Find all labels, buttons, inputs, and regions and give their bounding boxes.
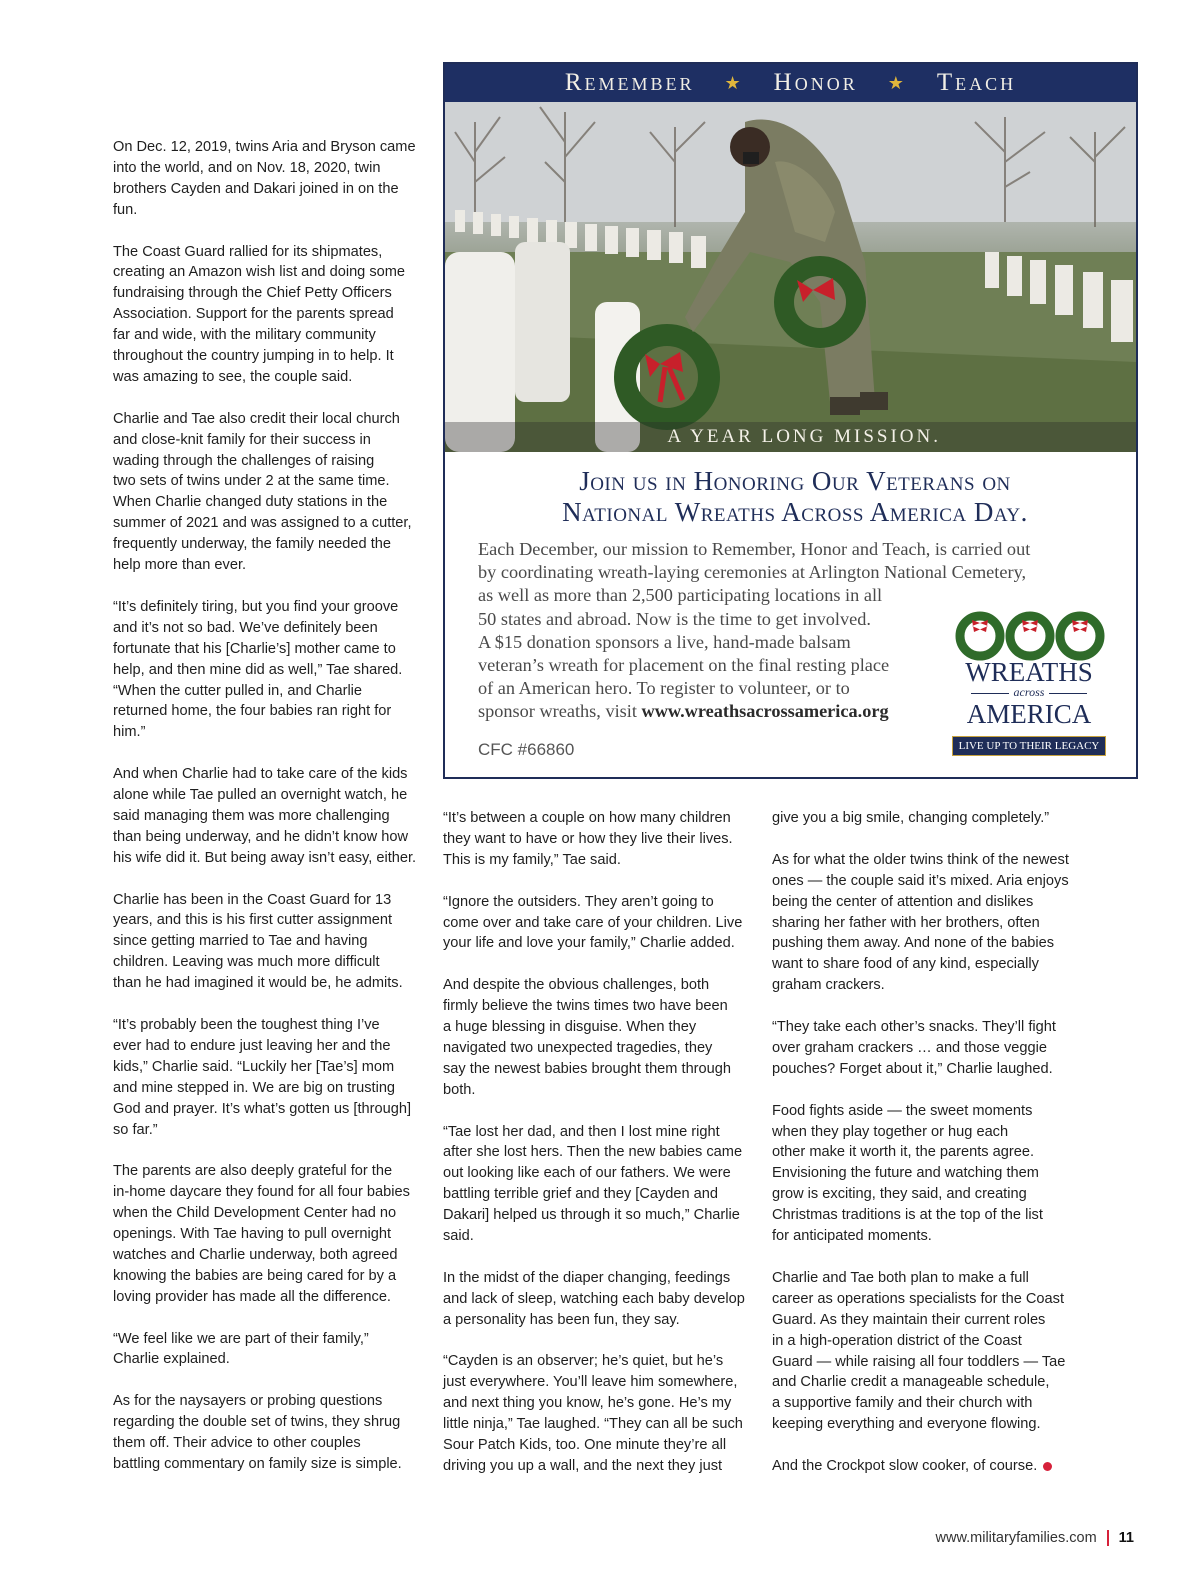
ad-body-line: as well as more than 2,500 participating locations in all bbox=[478, 585, 883, 606]
paragraph: “It’s definitely tiring, but you find your groove and it’s not so bad. We’ve definitely been fortunate that his [Charlie’s] mother came to help, and then mine did as well,” Tae shared. “When the cutter pulled in, and Charlie returned home, the four babies ran right for him.” bbox=[113, 598, 403, 741]
ad-body-line: veteran’s wreath for placement on the final resting place bbox=[478, 655, 890, 676]
paragraph: Charlie and Tae also credit their local church and close-knit family for their success in wading through the challenges of raising two sets of twins under 2 at the same time. When Charlie changed duty stations in the summer of 2021 and was assigned to a cutter, frequently underway, the family needed the help more than ever. bbox=[113, 410, 412, 574]
paragraph: As for the naysayers or probing questions regarding the double set of twins, they shrug them off. Their advice to other couples battling commentary on family size is simple. bbox=[113, 1393, 402, 1472]
logo-wordmark-wreaths: WREATHS bbox=[965, 657, 1093, 687]
paragraph: The Coast Guard rallied for its shipmates, creating an Amazon wish list and doing some fundraising through the Chief Petty Officers Association. Support for the parents spread far and wide, with the military community throughout the country jumping in to help. It was amazing to see, the couple said. bbox=[113, 243, 406, 385]
paragraph: The parents are also deeply grateful for the in-home daycare they found for all four babies when the Child Development Center had no openings. With Tae having to pull overnight watches and Charlie underway, both agreed knowing the babies are being cared for by a loving provider has made all the difference. bbox=[113, 1163, 410, 1305]
paragraph: “Ignore the outsiders. They aren’t going to come over and take care of your children. Live your life and love your family,” Charlie added. bbox=[443, 893, 743, 952]
article-column-1 bbox=[113, 137, 419, 1496]
end-mark-icon bbox=[1043, 1462, 1052, 1471]
ad-body-line: Each December, our mission to Remember, Honor and Teach, is carried out bbox=[478, 539, 1031, 559]
star-icon: ★ bbox=[724, 72, 744, 93]
paragraph: Food fights aside — the sweet moments when they play together or hug each other make it worth it, the parents agree. Envisioning the future and watching them grow is exciting, they said, and creating Christmas traditions is at the top of the list for anticipated moments. bbox=[772, 1102, 1043, 1245]
three-wreaths-icon bbox=[955, 598, 1105, 666]
ad-body-line-prefix: sponsor wreaths, visit bbox=[478, 701, 642, 722]
logo-wordmark-across: across bbox=[950, 685, 1108, 700]
article-column-2 bbox=[443, 808, 753, 1498]
paragraph: On Dec. 12, 2019, twins Aria and Bryson came into the world, and on Nov. 18, 2020, twin brothers Cayden and Dakari joined in on the fun. bbox=[113, 139, 416, 218]
paragraph: “Tae lost her dad, and then I lost mine right after she lost hers. Then the new babies came out looking like each of our fathers. We were battling terrible grief and they [Cayden and Dakari] helped us through it so much,” Charlie said. bbox=[443, 1123, 743, 1245]
article-column-3 bbox=[772, 808, 1082, 1498]
logo-tagline: LIVE UP TO THEIR LEGACY bbox=[952, 736, 1106, 756]
cfc-number: CFC #66860 bbox=[478, 740, 575, 759]
paragraph: As for what the older twins think of the newest ones — the couple said it’s mixed. Aria enjoys being the center of attention and dislikes sharing her father with her brothers, often pushing them away. And none of the babies want to share food of any kind, especially graham crackers. bbox=[772, 851, 1069, 994]
cemetery-scene-illustration bbox=[445, 102, 1136, 452]
paragraph: “They take each other’s snacks. They’ll fight over graham crackers … and those veggie pouches? Forget about it,” Charlie laughed. bbox=[772, 1019, 1056, 1077]
paragraph: And despite the obvious challenges, both firmly believe the twins times two have been a huge blessing in disguise. When they navigated two unexpected tragedies, they say the newest babies brought them through both. bbox=[443, 977, 732, 1098]
ad-headline: Join us in Honoring Our Veterans on National Wreaths Across America Day. bbox=[562, 466, 1028, 527]
logo-wordmark-america: AMERICA bbox=[966, 699, 1092, 729]
page-footer bbox=[936, 1530, 1134, 1546]
paragraph: “We feel like we are part of their family,” Charlie explained. bbox=[113, 1330, 369, 1368]
paragraph: Charlie and Tae both plan to make a full career as operations specialists for the Coast Guard. As they maintain their current roles in a high-operation district of the Coast Guard — while raising all four toddlers — Tae and Charlie credit a manageable schedule, a supportive family and their church with keeping everything and everyone flowing. bbox=[772, 1269, 1066, 1433]
wreaths-across-america-ad bbox=[443, 62, 1138, 779]
paragraph: “It’s probably been the toughest thing I’ve ever had to endure just leaving her and the kids,” Charlie said. “Luckily her [Tae’s] mom and mine stepped in. We are big on trusting God and prayer. It’s what’s gotten us [through] so far.” bbox=[113, 1016, 412, 1138]
ad-photo-soldier-placing-wreath bbox=[445, 102, 1136, 452]
closing-text: And the Crockpot slow cooker, of course. bbox=[772, 1458, 1038, 1475]
star-icon: ★ bbox=[887, 72, 907, 93]
ad-body-line: A $15 donation sponsors a live, hand-made balsam bbox=[478, 631, 851, 652]
wreaths-across-america-logo bbox=[950, 598, 1108, 758]
paragraph: “Cayden is an observer; he’s quiet, but he’s just everywhere. You’ll leave him somewhere, and next thing you know, he’s gone. He’s my little ninja,” Tae laughed. “They can all be such Sour Patch Kids, too. One minute they’re all driving you up a wall, and the next they just bbox=[443, 1353, 743, 1475]
paragraph: In the midst of the diaper changing, feedings and lack of sleep, watching each baby develop a personality has been fun, they say. bbox=[443, 1269, 745, 1328]
ad-body-line: by coordinating wreath-laying ceremonies at Arlington National Cemetery, bbox=[478, 562, 1027, 583]
ad-body-line: of an American hero. To register to volunteer, or to bbox=[478, 678, 850, 699]
banner-word-teach: Teach bbox=[936, 69, 1017, 96]
paragraph: And when Charlie had to take care of the kids alone while Tae pulled an overnight watch, he said managing them was more challenging than being underway, and he didn’t know how his wife did it. But being away isn’t easy, either. bbox=[113, 766, 417, 866]
footer-website[interactable]: www.militaryfamilies.com bbox=[935, 1530, 1097, 1546]
banner-word-honor: Honor bbox=[773, 69, 858, 96]
ad-body-line: 50 states and abroad. Now is the time to get involved. bbox=[478, 608, 871, 629]
ad-mission-caption: A YEAR LONG MISSION. bbox=[667, 426, 941, 447]
ad-banner bbox=[445, 64, 1136, 102]
paragraph: “It’s between a couple on how many children they want to have or how they live their lives. This is my family,” Tae said. bbox=[443, 810, 733, 868]
ad-website-link[interactable]: www.wreathsacrossamerica.org bbox=[641, 701, 889, 722]
paragraph: Charlie has been in the Coast Guard for 13 years, and this is his first cutter assignment since getting married to Tae and having children. Leaving was much more difficult than he had imagined it would be, he admits. bbox=[113, 891, 403, 992]
footer-divider bbox=[1107, 1530, 1109, 1546]
page-number: 11 bbox=[1118, 1530, 1134, 1546]
closing-paragraph bbox=[772, 1456, 1082, 1477]
banner-word-remember: Remember bbox=[564, 69, 695, 96]
paragraph: give you a big smile, changing completely.” bbox=[772, 810, 1050, 826]
